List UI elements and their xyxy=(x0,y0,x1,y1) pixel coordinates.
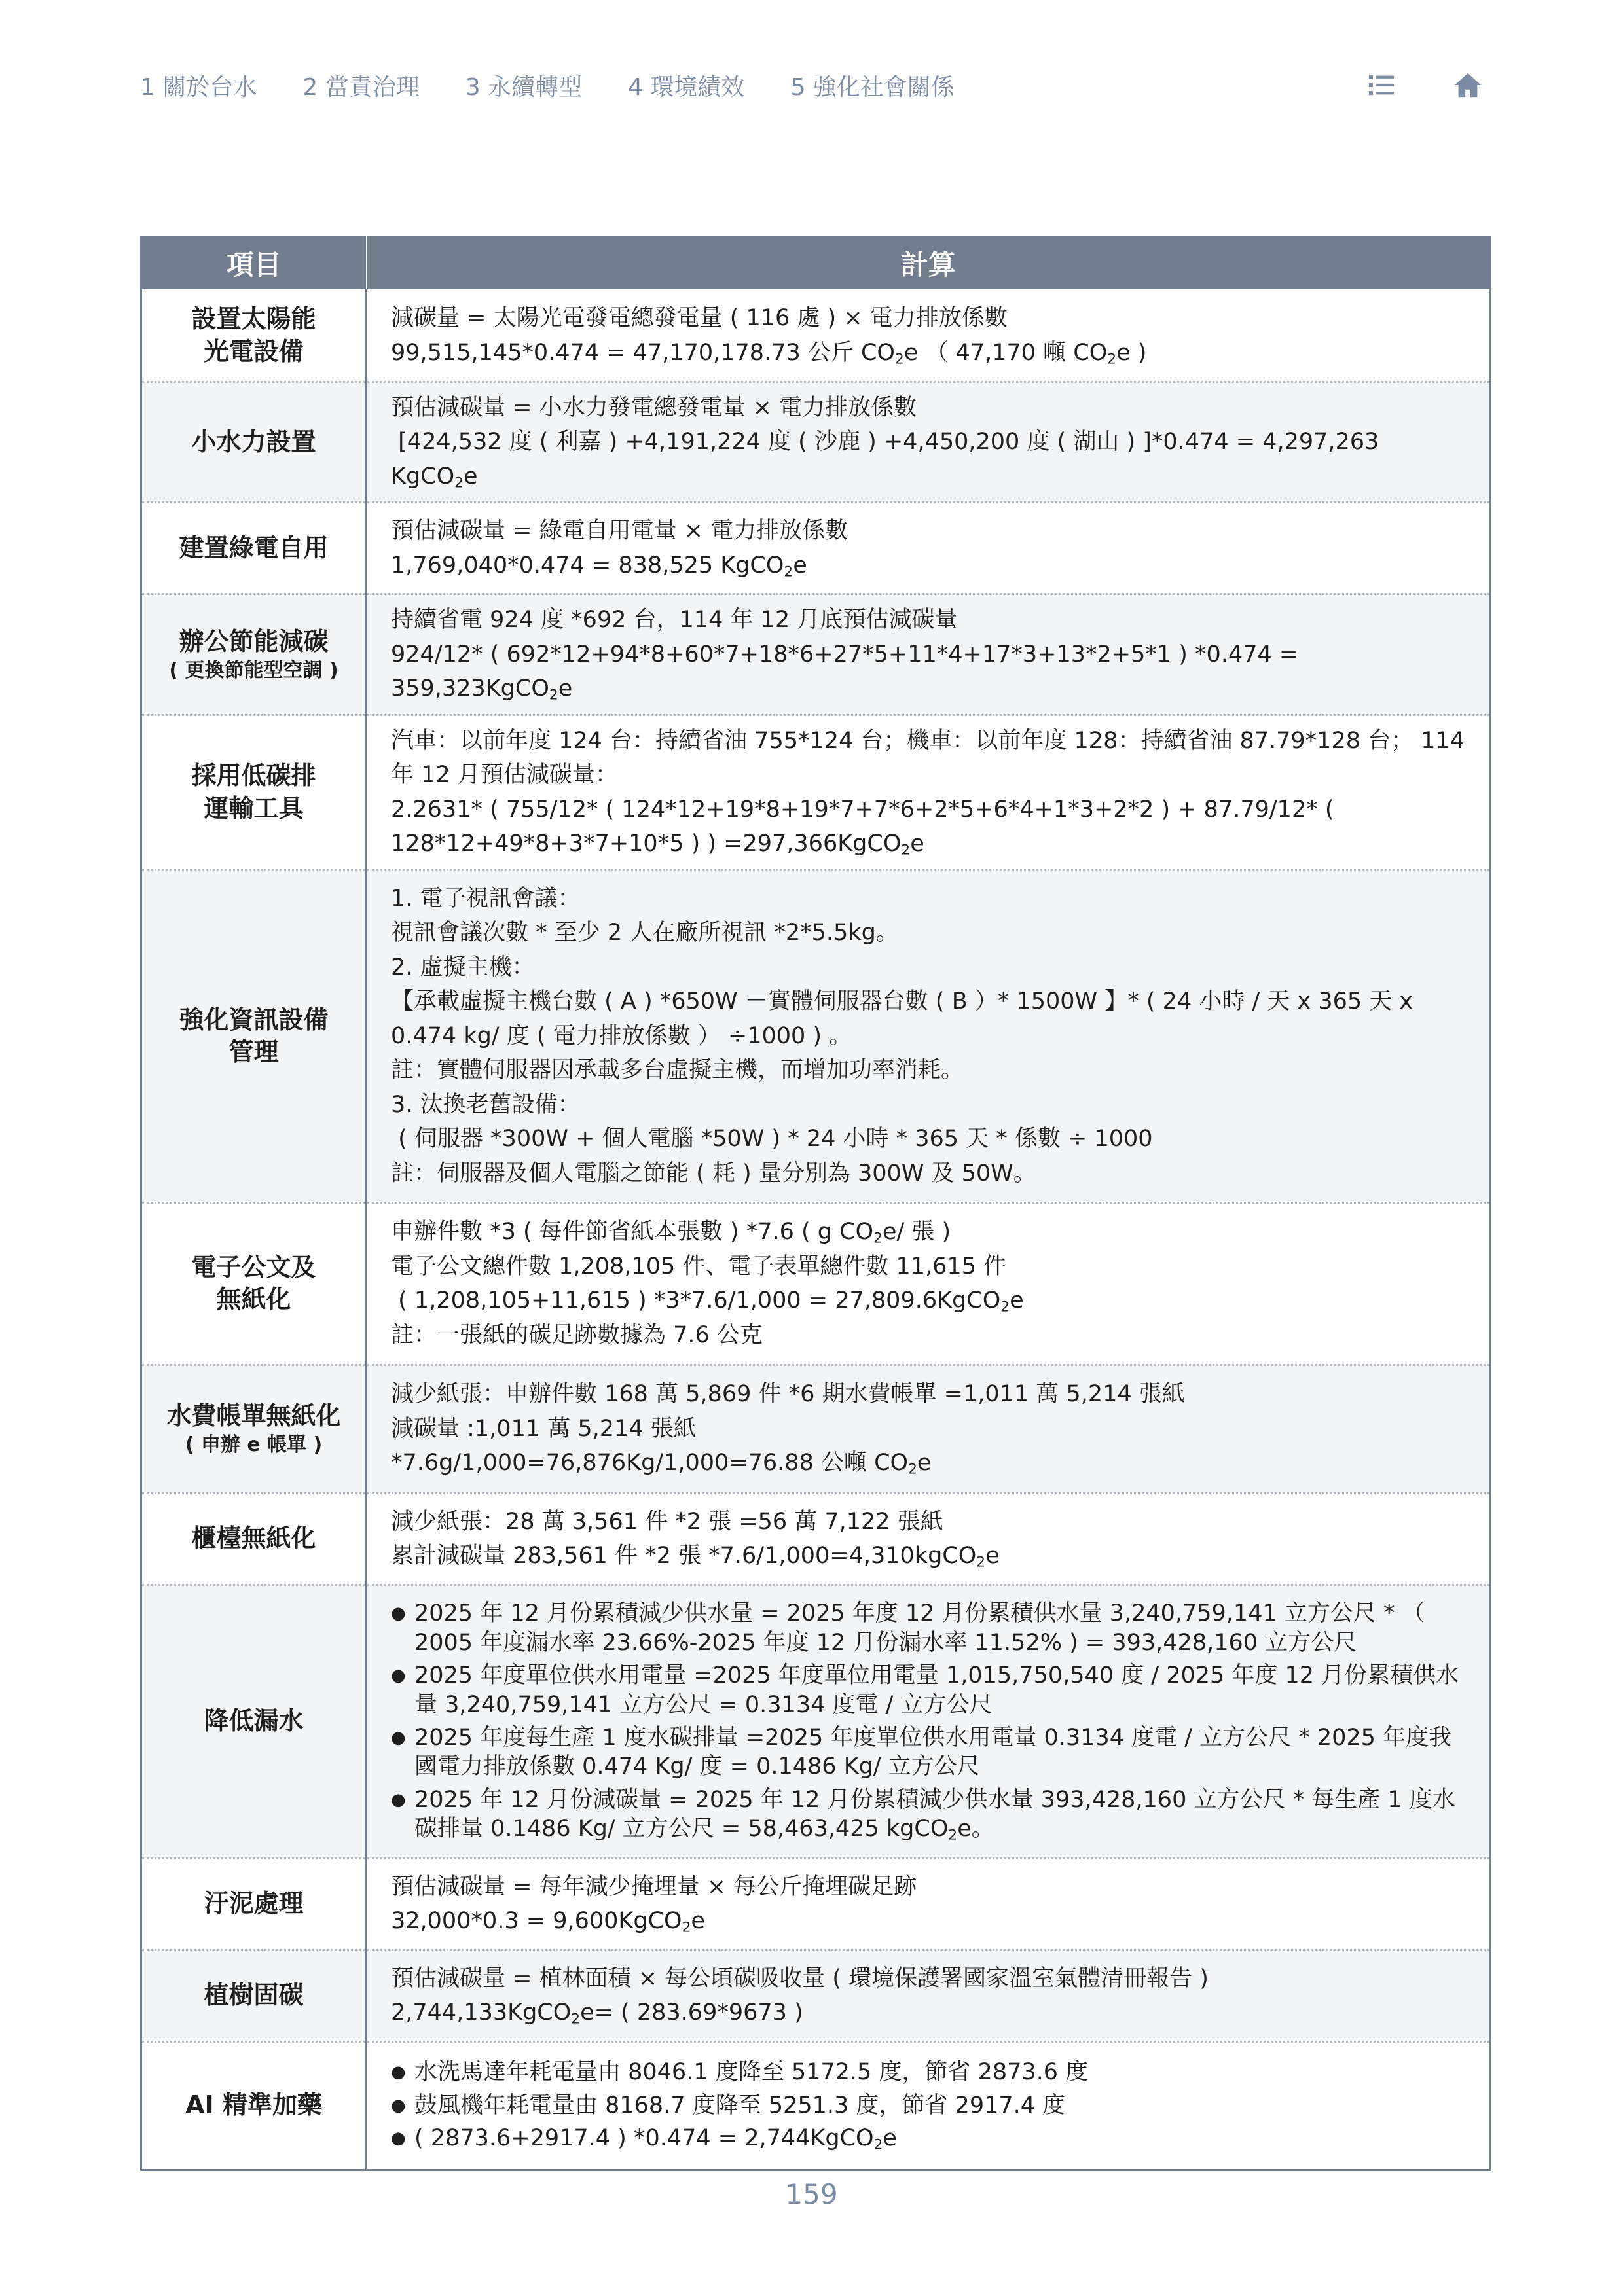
item-name: 強化資訊設備 管理 xyxy=(179,1005,329,1066)
row-item-label xyxy=(141,870,367,1202)
calc-line: 累計減碳量 283,561 件 *2 張 *7.6/1,000=4,310kgCO$_2$e xyxy=(391,1543,1000,1571)
row-item-label xyxy=(141,715,367,870)
table-row xyxy=(141,1858,1491,1950)
item-name: 水費帳單無紙化 xyxy=(166,1401,341,1430)
calc-line: 預估減碳量 = 植林面積 × 每公頃碳吸收量 ( 環境保護署國家溫室氣體清冊報告 ) xyxy=(391,1965,1209,1992)
row-calculation xyxy=(367,1585,1491,1858)
row-calculation xyxy=(367,1202,1491,1365)
item-name: 建置綠電自用 xyxy=(179,533,329,562)
row-item-label xyxy=(141,1950,367,2041)
nav-link-transformation[interactable]: 3 永續轉型 xyxy=(465,73,583,101)
calc-line: 電子公文總件數 1,208,105 件、電子表單總件數 11,615 件 xyxy=(391,1253,1007,1280)
chapter-links xyxy=(140,69,1000,102)
row-calculation xyxy=(367,594,1491,715)
calc-line: 預估減碳量 = 綠電自用電量 × 電力排放係數 xyxy=(391,518,848,544)
item-name: 植樹固碳 xyxy=(204,1981,304,2010)
calc-line: 2. 虛擬主機： xyxy=(391,954,535,980)
calc-line: 924/12* ( 692*12+94*8+60*7+18*6+27*5+11*4+17*3+13*2+5*1 ) *0.474 = 359,323KgCO$_2$e xyxy=(391,641,1306,704)
row-calculation xyxy=(367,870,1491,1202)
row-item-label xyxy=(141,594,367,715)
calc-line: 預估減碳量 = 小水力發電總發電量 × 電力排放係數 xyxy=(391,394,917,421)
calc-line: 1,769,040*0.474 = 838,525 KgCO$_2$e xyxy=(391,552,807,580)
table-header-row xyxy=(141,236,1491,290)
row-calculation xyxy=(367,1858,1491,1950)
calc-line: 申辦件數 *3 ( 每件節省紙本張數 ) *7.6 ( g $CO_2e/$ 張 ) xyxy=(391,1219,951,1247)
calc-line: 【承載虛擬主機台數 ( A ) *650W －實體伺服器台數 ( B ）* 1500W 】* ( 24 小時 / 天 x 365 天 x 0.474 kg/ 度 ( 電力排放係數 ） ÷1000 ) 。 xyxy=(391,988,1421,1049)
calc-line: 減少紙張：申辦件數 168 萬 5,869 件 *6 期水費帳單 =1,011 萬 5,214 張紙 xyxy=(391,1381,1185,1408)
calc-line: 99,515,145*0.474 = 47,170,178.73 公斤 $CO_2e$ （ 47,170 噸 $CO_2e$ ) xyxy=(391,339,1147,368)
carbon-reduction-table xyxy=(140,236,1491,2171)
item-name: 降低漏水 xyxy=(204,1706,304,1736)
row-calculation xyxy=(367,1365,1491,1493)
row-calculation xyxy=(367,290,1491,382)
nav-link-social[interactable]: 5 強化社會關係 xyxy=(790,73,955,101)
calc-line: 持續省電 924 度 *692 台，114 年 12 月底預估減碳量 xyxy=(391,607,958,633)
item-subtitle: ( 更換節能型空調 ) xyxy=(169,658,338,682)
table-row xyxy=(141,2041,1491,2170)
item-name: 汙泥處理 xyxy=(204,1889,304,1918)
table-row xyxy=(141,870,1491,1202)
header-item: 項目 xyxy=(141,236,367,290)
row-item-label xyxy=(141,382,367,503)
calc-line: [424,532 度 ( 利嘉 ) +4,191,224 度 ( 沙鹿 ) +4,450,200 度 ( 湖山 ) ]*0.474 = 4,297,263 KgCO$_2$e xyxy=(391,429,1387,491)
row-calculation xyxy=(367,715,1491,870)
calc-line: 2.2631* ( 755/12* ( 124*12+19*8+19*7+7*6+2*5+6*4+1*3+2*2 ) + 87.79/12* ( 128*12+49*8+3*7+10*5 ) ) =297,366KgCO$_2$e xyxy=(391,796,1341,859)
calc-line: 汽車：以前年度 124 台：持續省油 755*124 台；機車：以前年度 128：持續省油 87.79*128 台； 114 年 12 月預估減碳量： xyxy=(391,727,1472,788)
calc-bullet: ● 水洗馬達年耗電量由 8046.1 度降至 5172.5 度，節省 2873.6 度 xyxy=(391,2058,1470,2087)
row-calculation xyxy=(367,1950,1491,2041)
calc-line: 註：實體伺服器因承載多台虛擬主機，而增加功率消耗。 xyxy=(391,1057,964,1084)
item-name: AI 精準加藥 xyxy=(185,2090,322,2120)
nav-link-environment[interactable]: 4 環境績效 xyxy=(628,73,745,101)
row-item-label xyxy=(141,290,367,382)
calc-line: 註：一張紙的碳足跡數據為 7.6 公克 xyxy=(391,1321,763,1348)
table-row xyxy=(141,1202,1491,1365)
table-row xyxy=(141,594,1491,715)
table-row xyxy=(141,1365,1491,1493)
row-item-label xyxy=(141,2041,367,2170)
top-navigation xyxy=(140,67,1483,103)
nav-link-governance[interactable]: 2 當責治理 xyxy=(302,73,420,101)
table-body xyxy=(141,290,1491,2170)
row-calculation xyxy=(367,503,1491,594)
calc-bullet: ● 2025 年度每生產 1 度水碳排量 =2025 年度單位供水用電量 0.3134 度電 / 立方公尺 * 2025 年度我國電力排放係數 0.474 Kg/ 度 = 0.1486 Kg/ 立方公尺 xyxy=(391,1723,1470,1782)
list-icon[interactable] xyxy=(1366,70,1396,100)
calc-line: 32,000*0.3 = 9,600KgCO$_2$e xyxy=(391,1908,705,1936)
item-name: 小水力設置 xyxy=(191,427,316,456)
item-name: 設置太陽能 光電設備 xyxy=(191,304,316,366)
calc-line: 視訊會議次數 * 至少 2 人在廠所視訊 *2*5.5kg。 xyxy=(391,920,899,946)
row-item-label xyxy=(141,1202,367,1365)
table-row xyxy=(141,1585,1491,1858)
calc-bullet: ● 2025 年度單位供水用電量 =2025 年度單位用電量 1,015,750,540 度 / 2025 年度 12 月份累積供水量 3,240,759,141 立方公尺 = 0.3134 度電 / 立方公尺 xyxy=(391,1661,1470,1719)
item-name: 採用低碳排 運輸工具 xyxy=(191,761,316,823)
table-row xyxy=(141,1493,1491,1585)
calc-line: ( 1,208,105+11,615 ) *3*7.6/1,000 = 27,809.6KgCO$_2$e xyxy=(391,1287,1024,1316)
calc-bullet: ● 2025 年 12 月份減碳量 = 2025 年 12 月份累積減少供水量 393,428,160 立方公尺 * 每生產 1 度水碳排量 0.1486 Kg/ 立方公尺 = 58,463,425 kgCO$_2$e。 xyxy=(391,1785,1470,1844)
table-row xyxy=(141,1950,1491,2041)
item-subtitle: ( 申辦 e 帳單 ) xyxy=(185,1433,323,1457)
table-row xyxy=(141,503,1491,594)
table-row xyxy=(141,382,1491,503)
row-calculation xyxy=(367,2041,1491,2170)
calc-line: 減碳量 :1,011 萬 5,214 張紙 xyxy=(391,1415,697,1442)
calc-line: ( 伺服器 *300W + 個人電腦 *50W ) * 24 小時 * 365 天 * 係數 ÷ 1000 xyxy=(391,1126,1153,1153)
calc-line: 減碳量 = 太陽光電發電總發電量 ( 116 處 ) × 電力排放係數 xyxy=(391,305,1008,332)
row-item-label xyxy=(141,1858,367,1950)
row-item-label xyxy=(141,1493,367,1585)
row-calculation xyxy=(367,382,1491,503)
calc-line: 1. 電子視訊會議： xyxy=(391,885,581,912)
header-calculation: 計算 xyxy=(367,236,1491,290)
item-name: 櫃檯無紙化 xyxy=(191,1524,316,1553)
calc-line: 註：伺服器及個人電腦之節能 ( 耗 ) 量分別為 300W 及 50W。 xyxy=(391,1160,1036,1187)
calc-line: 2,744,133KgCO$_2$e= ( 283.69*9673 ) xyxy=(391,2000,803,2028)
calc-line: 3. 汰換老舊設備： xyxy=(391,1091,581,1118)
calc-bullet: ● ( 2873.6+2917.4 ) *0.474 = 2,744KgCO$_2$e xyxy=(391,2124,1470,2153)
calc-line: *7.6g/1,000=76,876Kg/1,000=76.88 公噸 $CO_2e$ xyxy=(391,1450,932,1478)
item-name: 辦公節能減碳 xyxy=(179,626,329,656)
calc-line: 減少紙張：28 萬 3,561 件 *2 張 =56 萬 7,122 張紙 xyxy=(391,1508,943,1535)
table-row xyxy=(141,290,1491,382)
row-item-label xyxy=(141,1585,367,1858)
row-calculation xyxy=(367,1493,1491,1585)
row-item-label xyxy=(141,1365,367,1493)
page-number: 159 xyxy=(785,2178,838,2210)
nav-link-about[interactable]: 1 關於台水 xyxy=(140,73,257,101)
calc-bullet: ● 2025 年 12 月份累積減少供水量 = 2025 年度 12 月份累積供水量 3,240,759,141 立方公尺 * （ 2005 年度漏水率 23.66%-2025 年度 12 月份漏水率 11.52% ) = 393,428,160 立方公尺 xyxy=(391,1599,1470,1657)
table-row xyxy=(141,715,1491,870)
item-name: 電子公文及 無紙化 xyxy=(191,1252,316,1314)
row-item-label xyxy=(141,503,367,594)
calc-bullet: ● 鼓風機年耗電量由 8168.7 度降至 5251.3 度，節省 2917.4 度 xyxy=(391,2091,1470,2120)
home-icon[interactable] xyxy=(1453,70,1483,100)
calc-line: 預估減碳量 = 每年減少掩埋量 × 每公斤掩埋碳足跡 xyxy=(391,1873,917,1900)
